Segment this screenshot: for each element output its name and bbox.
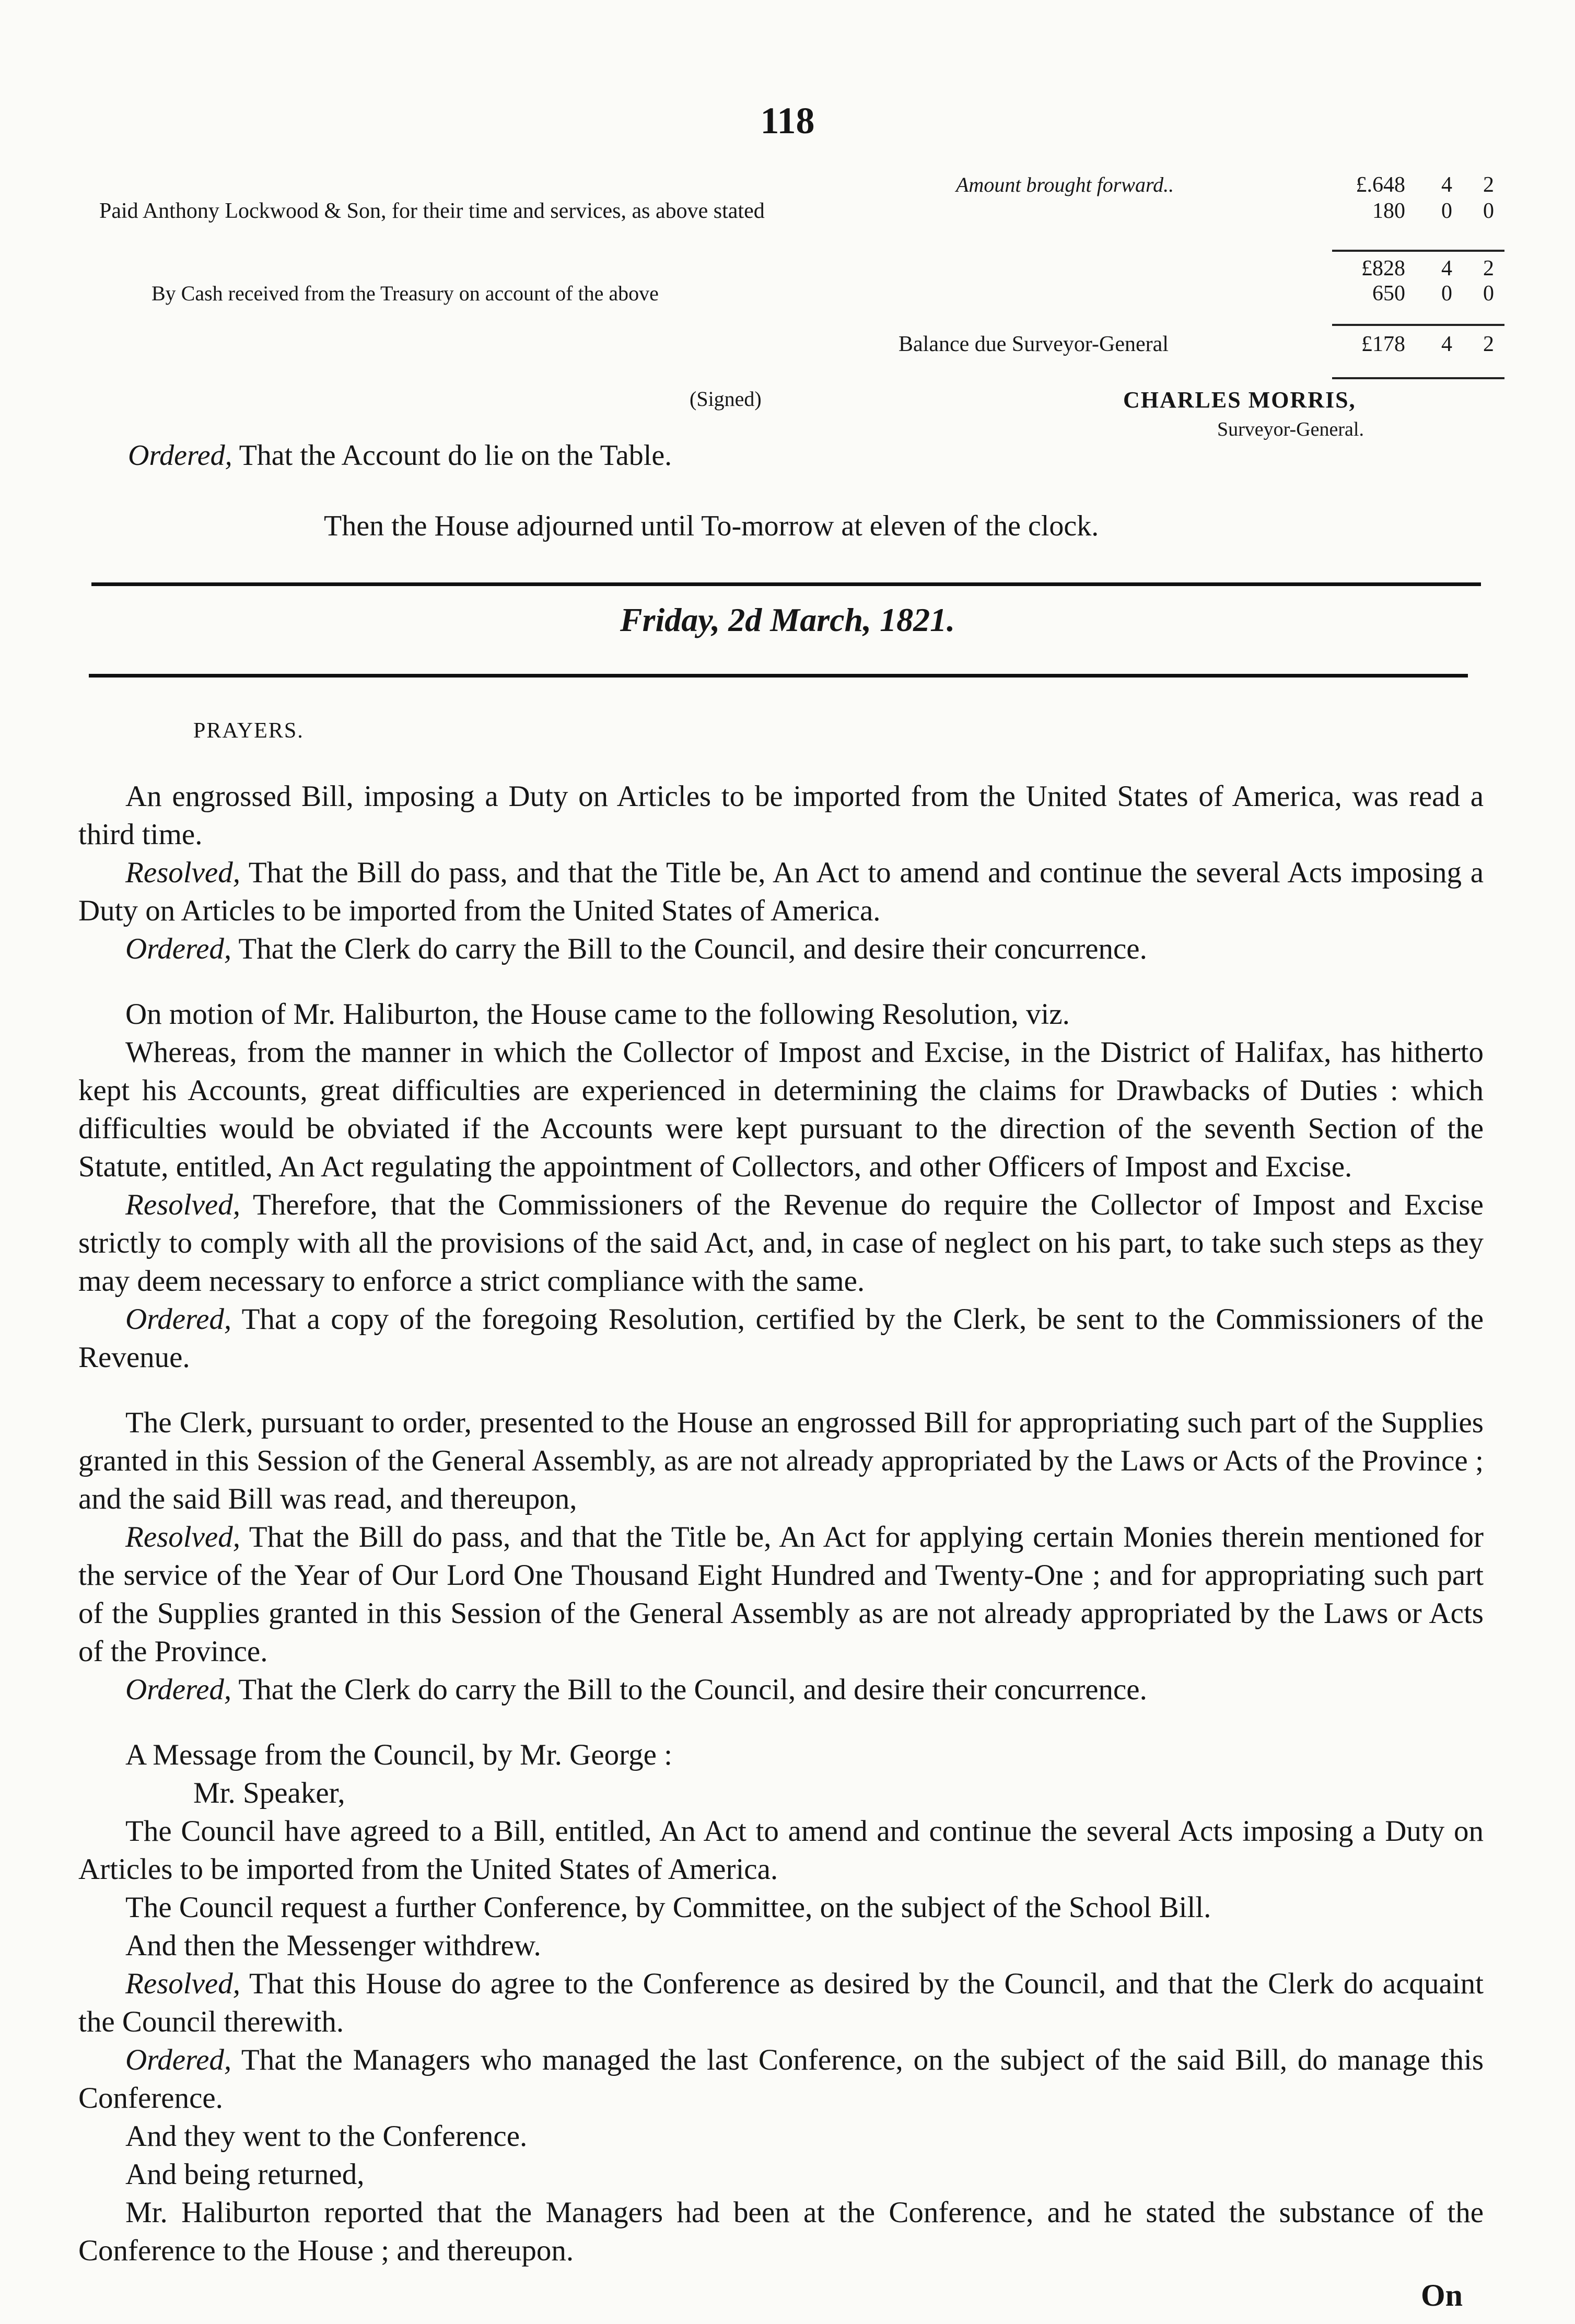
catchword: On xyxy=(1421,2278,1463,2313)
account-row-pence: 2 xyxy=(1483,332,1494,356)
account-row-pence: 0 xyxy=(1483,282,1494,306)
account-row-pounds: 650 xyxy=(1372,282,1405,306)
sum-rule xyxy=(1332,250,1504,252)
page-number: 118 xyxy=(760,100,815,142)
entry-text: That the Account do lie on the Table. xyxy=(232,439,672,472)
date-heading xyxy=(0,601,1575,639)
paragraph xyxy=(78,1888,1484,1926)
paragraph-text: That the Clerk do carry the Bill to the Council, and desire their concurrence. xyxy=(231,1673,1147,1706)
entry-lead: Ordered, xyxy=(128,439,232,472)
paragraph-text: That this House do agree to the Conference as desired by the Council, and that the Clerk do acquaint the Council therewith. xyxy=(78,1967,1484,2038)
paragraph-text: That the Bill do pass, and that the Title be, An Act for applying certain Monies therein mentioned for the service of the Year of Our Lord One Thousand Eight Hundred and Twenty-One ; and for appropriating such part of the Supplies granted in this Session of the General Assembly as are not already appropriated by the Laws or Acts of the Province. xyxy=(78,1521,1484,1668)
account-row-shillings: 0 xyxy=(1441,199,1452,223)
account-row-desc: By Cash received from the Treasury on account of the above xyxy=(151,282,659,305)
signer-name: CHARLES MORRIS, xyxy=(1123,387,1356,413)
adjournment-line: Then the House adjourned until To-morrow at eleven of the clock. xyxy=(324,510,1099,542)
paragraph-lead: Ordered, xyxy=(125,2043,232,2076)
paragraph-text: That the Managers who managed the last Conference, on the subject of the said Bill, do manage this Conference. xyxy=(78,2043,1484,2115)
paragraph xyxy=(78,1518,1484,1671)
paragraph xyxy=(78,1736,1484,1774)
account-row-desc: Paid Anthony Lockwood & Son, for their time and services, as above stated xyxy=(99,199,765,223)
account-row-shillings: 0 xyxy=(1441,282,1452,306)
proceedings-body xyxy=(78,777,1484,2270)
account-row-pounds: £178 xyxy=(1361,332,1405,356)
paragraph xyxy=(78,995,1484,1033)
paragraph xyxy=(78,1404,1484,1518)
account-row-pounds: £828 xyxy=(1361,256,1405,281)
paragraph-text: Therefore, that the Commissioners of the Revenue do require the Collector of Impost and Excise strictly to comply with all the provisions of the said Act, and, in case of neglect on his part, to take such steps as they may deem necessary to enforce a strict compliance with the same. xyxy=(78,1188,1484,1298)
paragraph xyxy=(78,1965,1484,2041)
paragraph-text: Whereas, from the manner in which the Collector of Impost and Excise, in the District of Halifax, has hitherto kept his Accounts, great difficulties are experienced in determining the claims for Drawbacks of Duties : which difficulties would be obviated if the Accounts were kept pursuant to the direction of the seventh Section of the Statute, entitled, An Act regulating the appointment of Collectors, and other Officers of Impost and Excise. xyxy=(78,1036,1484,1183)
paragraph-text: That a copy of the foregoing Resolution, certified by the Clerk, be sent to the Commissioners of the Revenue. xyxy=(78,1303,1484,1374)
account-row-pence: 2 xyxy=(1483,256,1494,281)
paragraph xyxy=(78,2155,1484,2193)
paragraph-lead: Resolved, xyxy=(125,1967,240,2000)
paragraph-text: A Message from the Council, by Mr. George : xyxy=(125,1738,672,1771)
paragraph-lead: Resolved, xyxy=(125,856,240,889)
account-row xyxy=(73,332,1504,363)
paragraph xyxy=(78,1926,1484,1965)
date-text: Friday, 2d March, 1821. xyxy=(620,601,955,638)
paragraph-text: An engrossed Bill, imposing a Duty on Articles to be imported from the United States of America, was read a third time. xyxy=(78,780,1484,851)
paragraph-lead: Ordered, xyxy=(125,932,232,965)
paragraph xyxy=(78,1300,1484,1376)
paragraph-lead: Resolved, xyxy=(125,1521,240,1554)
paragraph-text: Mr. Haliburton reported that the Managers had been at the Conference, and he stated the substance of the Conference to the House ; and thereupon. xyxy=(78,2196,1484,2267)
account-row-desc: Balance due Surveyor-General xyxy=(899,332,1169,356)
account-row xyxy=(73,281,1504,312)
account-row-pence: 2 xyxy=(1483,173,1494,197)
paragraph xyxy=(78,1671,1484,1709)
paragraph-lead: Resolved, xyxy=(125,1188,240,1221)
paragraph xyxy=(78,2193,1484,2270)
account-row-desc: Amount brought forward.. xyxy=(956,173,1174,196)
paragraph-text: That the Clerk do carry the Bill to the Council, and desire their concurrence. xyxy=(231,932,1147,965)
account-row-shillings: 4 xyxy=(1441,332,1452,356)
paragraph-text: And being returned, xyxy=(125,2158,365,2191)
paragraph-text: On motion of Mr. Haliburton, the House came to the following Resolution, viz. xyxy=(125,998,1070,1031)
paragraph-text: The Council request a further Conference, by Committee, on the subject of the School Bill. xyxy=(125,1891,1211,1924)
paragraph xyxy=(78,2041,1484,2117)
account-row-pounds: £.648 xyxy=(1356,173,1405,197)
paragraph xyxy=(78,1033,1484,1186)
paragraph-text: The Council have agreed to a Bill, entitled, An Act to amend and continue the several Acts imposing a Duty on Articles to be imported from the United States of America. xyxy=(78,1815,1484,1886)
paragraph-lead: Ordered, xyxy=(125,1303,232,1336)
paragraph xyxy=(78,1774,1484,1812)
account-row-pence: 0 xyxy=(1483,199,1494,223)
prayers-heading: PRAYERS. xyxy=(193,719,304,743)
paragraph xyxy=(78,1812,1484,1888)
paragraph-text: And they went to the Conference. xyxy=(125,2120,528,2153)
paragraph xyxy=(78,777,1484,854)
sum-rule xyxy=(1332,324,1504,326)
ordered-account-entry xyxy=(128,439,672,472)
paragraph-lead: Ordered, xyxy=(125,1673,232,1706)
signed-label: (Signed) xyxy=(690,387,762,411)
paragraph-text: Mr. Speaker, xyxy=(193,1777,345,1809)
account-row-shillings: 4 xyxy=(1441,173,1452,197)
account-row-pounds: 180 xyxy=(1372,199,1405,223)
sum-rule xyxy=(1332,377,1504,379)
paragraph xyxy=(78,2117,1484,2155)
paragraph xyxy=(78,1186,1484,1300)
account-row-shillings: 4 xyxy=(1441,256,1452,281)
paragraph xyxy=(78,930,1484,968)
paragraph-text: And then the Messenger withdrew. xyxy=(125,1929,541,1962)
section-rule-top xyxy=(91,582,1481,586)
paragraph-text: The Clerk, pursuant to order, presented to the House an engrossed Bill for appropriating such part of the Supplies granted in this Session of the General Assembly, as are not already appropriated by the Laws or Acts of the Province ; and the said Bill was read, and thereupon, xyxy=(78,1406,1484,1515)
paragraph-text: That the Bill do pass, and that the Title be, An Act to amend and continue the several Acts imposing a Duty on Articles to be imported from the United States of America. xyxy=(78,856,1484,927)
section-rule-bottom xyxy=(89,674,1468,678)
signer-title: Surveyor-General. xyxy=(1217,418,1364,440)
paragraph xyxy=(78,854,1484,930)
account-row xyxy=(73,198,1504,230)
